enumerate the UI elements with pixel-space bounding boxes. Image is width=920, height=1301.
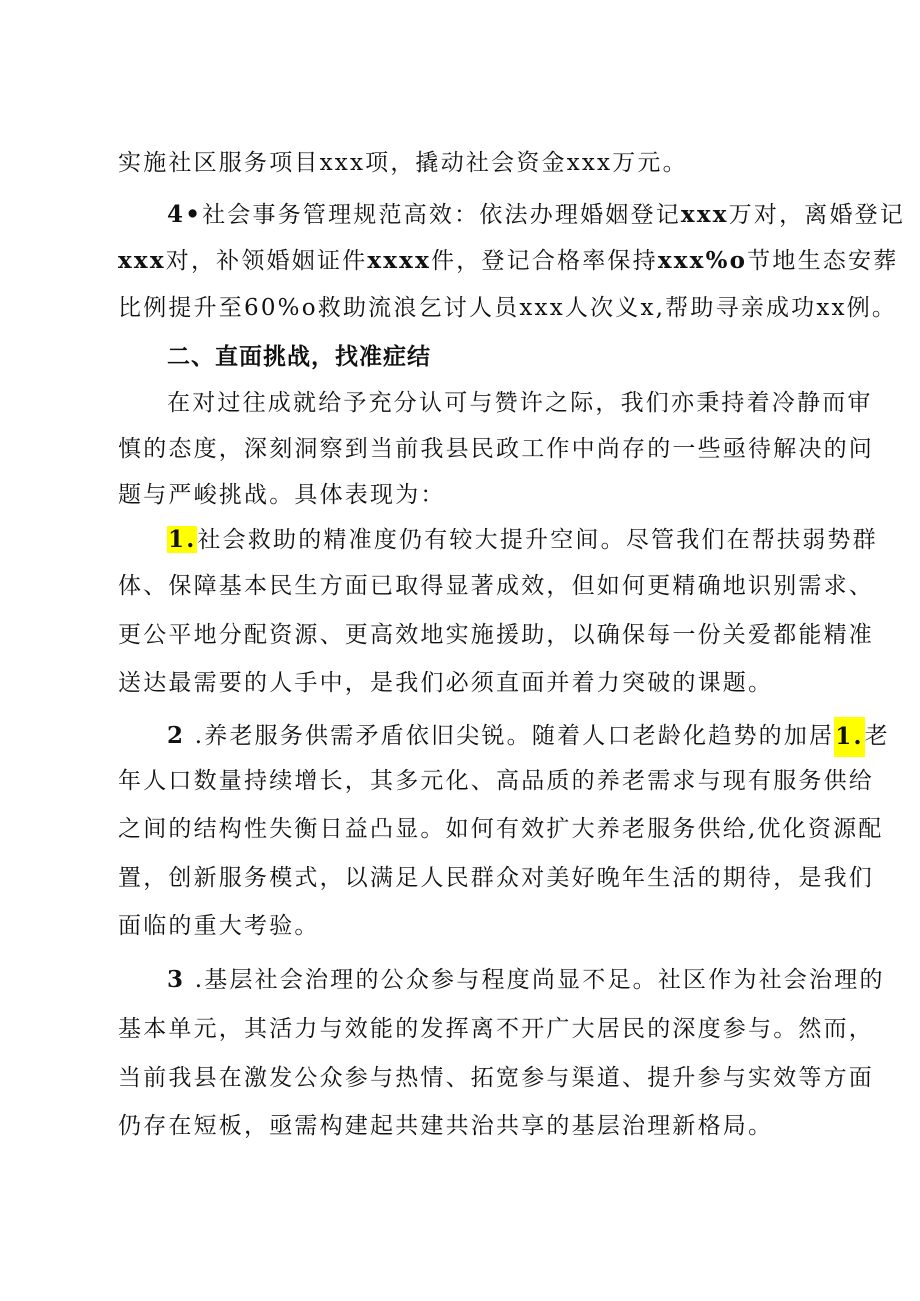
line-text: 老: [864, 723, 890, 749]
line-text: 社会事务管理规范高效：依法办理婚姻登记: [202, 202, 681, 228]
item-number: 2: [167, 722, 186, 749]
line-text: 慎的态度，深刻洞察到当前我县民政工作中尚存的一些亟待解决的问: [118, 436, 874, 462]
line-text: 题与严峻挑战。具体表现为：: [118, 482, 446, 508]
paragraph-line: [118, 571, 874, 601]
paragraph-line: [118, 620, 874, 650]
line-text: 实施社区服务项目xxx项，撬动社会资金xxx万元。: [118, 150, 688, 176]
paragraph-line: [118, 766, 874, 796]
line-text: 面临的重大考验。: [118, 913, 320, 939]
paragraph-line: [118, 148, 688, 178]
paragraph-line: [118, 1063, 874, 1093]
line-text: 更公平地分配资源、更高效地实施援助，以确保每一份关爱都能精准: [118, 622, 874, 648]
item-number: 4•: [167, 201, 203, 228]
paragraph-line: [118, 814, 884, 844]
line-text: 仍存在短板，亟需构建起共建共治共享的基层治理新格局。: [118, 1113, 774, 1139]
bold-value: xxx: [680, 201, 729, 228]
paragraph-line: [118, 293, 897, 323]
bold-value: xxx%o: [657, 247, 748, 274]
line-text: 当前我县在激发公众参与热情、拓宽参与渠道、提升参与实效等方面: [118, 1065, 874, 1091]
paragraph-line: [167, 200, 905, 230]
line-text: 在对过往成就给予充分认可与赞许之际，我们亦秉持着冷静而审: [167, 390, 873, 416]
line-text: 比例提升至60%o救助流浪乞讨人员xxx人次义x,帮助寻亲成功xx例。: [118, 295, 898, 321]
line-text: 体、保障基本民生方面已取得显著成效，但如何更精确地识别需求、: [118, 573, 874, 599]
paragraph-line: [167, 717, 890, 757]
highlighted-marker: 1.: [834, 717, 864, 757]
line-text: 送达最需要的人手中，是我们必须直面并着力突破的课题。: [118, 670, 774, 696]
paragraph-line: [118, 480, 446, 510]
line-text: .养老服务供需矛盾依旧尖锐。随着人口老龄化趋势的加居: [185, 723, 835, 749]
paragraph-line: [118, 668, 773, 698]
item-number: 3: [167, 966, 186, 993]
highlighted-number: 1.: [168, 526, 197, 553]
line-text: 对，补领婚姻证件: [165, 248, 368, 274]
paragraph-line: [118, 246, 898, 276]
paragraph-line: [167, 388, 873, 418]
paragraph-line: [118, 911, 320, 941]
line-text: .基层社会治理的公众参与程度尚显不足。社区作为社会治理的: [185, 967, 885, 993]
paragraph-line: [118, 434, 874, 464]
paragraph-line: [118, 1111, 773, 1141]
bold-value: xxxx: [367, 247, 432, 274]
line-text: 节地生态安葬: [747, 248, 899, 274]
bold-value: xxx: [118, 247, 166, 274]
line-text: 年人口数量持续增长，其多元化、高品质的养老需求与现有服务供给: [118, 768, 874, 794]
paragraph-line: [167, 525, 878, 555]
line-text: 件，登记合格率保持: [431, 248, 658, 274]
line-text: 之间的结构性失衡日益凸显。如何有效扩大养老服务供给,优化资源配: [118, 816, 884, 842]
paragraph-line: [118, 1014, 874, 1044]
paragraph-line: [118, 863, 874, 893]
paragraph-line: [167, 965, 885, 995]
section-heading: 二、直面挑战，找准症结: [167, 344, 431, 370]
line-text: 社会救助的精准度仍有较大提升空间。尽管我们在帮扶弱势群: [197, 527, 878, 553]
line-text: 万对，离婚登记: [728, 202, 906, 228]
line-text: 置，创新服务模式，以满足人民群众对美好晚年生活的期待，是我们: [118, 865, 874, 891]
line-text: 基本单元，其活力与效能的发挥离不开广大居民的深度参与。然而，: [118, 1016, 874, 1042]
